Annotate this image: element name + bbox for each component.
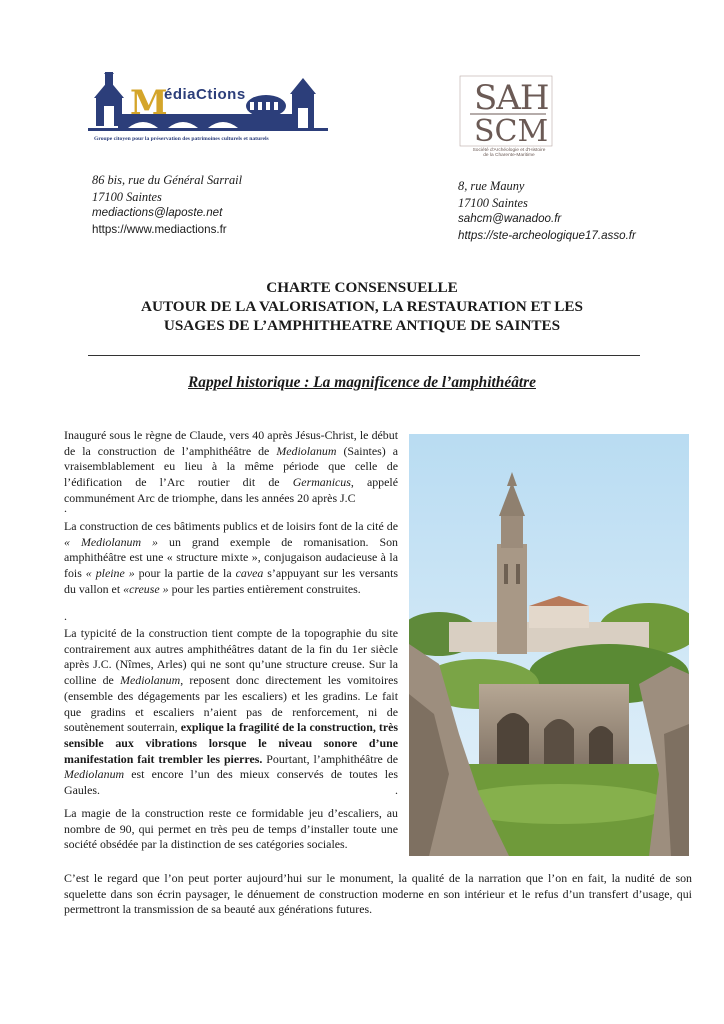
sahcm-caption-line1: Société d'Archéologie et d'Histoire xyxy=(472,148,546,153)
mediactions-logo xyxy=(88,72,328,160)
left-website[interactable]: https://www.mediactions.fr xyxy=(92,222,227,236)
svg-text:M: M xyxy=(130,83,168,123)
paragraph-2 xyxy=(64,519,398,598)
left-city: 17100 Saintes xyxy=(92,189,162,204)
p3-italic-b: Mediolanum xyxy=(120,673,181,688)
mediactions-address xyxy=(92,172,242,238)
p2-italic-f: cavea xyxy=(235,566,264,581)
p1-text-a: Inauguré sous le règne de Claude, vers 40 après Jésus-Christ, le début de la construction de l’amphithéâtre de xyxy=(64,428,398,458)
p3-text-e: Pourtant, l’amphithéâtre de xyxy=(262,751,398,766)
p2-text-c: un grand exemple de romanisation. Son amphithéâtre est une « structure mixte », conjugaison audacieuse à la fois xyxy=(64,534,398,581)
mediactions-wordmark: édiaCtions xyxy=(164,86,246,103)
section-heading: Rappel historique : La magnificence de l’amphithéâtre xyxy=(188,374,536,391)
right-city: 17100 Saintes xyxy=(458,195,528,210)
title-line2: AUTOUR DE LA VALORISATION, LA RESTAURATION ET LES xyxy=(141,298,583,315)
document-title xyxy=(80,278,644,335)
separator-dot-2: . xyxy=(64,609,67,623)
p3-text-g: est encore l’un des mieux conservés de toutes les Gaules. xyxy=(64,767,398,798)
p2-text-a: La construction de ces bâtiments publics et de loisirs font de la cité de xyxy=(64,519,398,533)
title-line3: USAGES DE L’AMPHITHEATRE ANTIQUE DE SAINTES xyxy=(163,317,561,334)
paragraph-1 xyxy=(64,428,398,507)
right-email[interactable]: sahcm@wanadoo.fr xyxy=(458,212,562,225)
mediactions-emblem xyxy=(88,72,328,136)
sahcm-address xyxy=(458,178,636,244)
p3-bold-d: explique la fragilité de la construction, très sensible aux vibrations lorsque le niveau sonore d’une manifestation fait trembler les pierres. xyxy=(64,720,399,766)
title-line1: CHARTE CONSENSUELLE xyxy=(266,279,458,296)
separator-dot-1: . xyxy=(64,501,67,515)
left-street: 86 bis, rue du Général Sarrail xyxy=(92,173,243,187)
p3-text-c: , reposent donc directement les vomitoires (ensemble des dégagements par les escaliers) et les gradins. Le fait que gradins et escaliers n’aient pas de renforcement, ni de soutènement souterrain, xyxy=(64,673,399,735)
sahcm-bottom-letters: SCM xyxy=(474,114,549,149)
left-email[interactable]: mediactions@laposte.net xyxy=(92,206,223,219)
amphitheatre-illustration xyxy=(409,434,689,856)
amphitheatre-photo xyxy=(409,434,689,856)
p1-text-c: (Saintes) a vraisemblablement eu lieu à la même période que celle de l’édification de l’Arc routier dit de xyxy=(64,443,398,490)
paragraph-5: C’est le regard que l’on peut porter aujourd’hui sur le monument, la qualité de la narration que l’on en fait, la nudité de son squelette dans son écrin paysager, le dénuement de construction moderne en son intérieur et le refus d’un transfert d’usage, qui permettront la transmission de sa beauté aux générations futures. xyxy=(64,871,692,917)
sahcm-top-letters: SAH xyxy=(474,78,549,118)
title-divider xyxy=(88,355,640,356)
p2-text-i: pour les parties entièrement construites. xyxy=(168,581,361,596)
p3-trailing-dot: . xyxy=(395,783,398,798)
sahcm-caption-line2: de la Charente-Maritime xyxy=(483,153,535,159)
p3-text-a: La typicité de la construction tient compte de la topographie du site contrairement aux autres amphithéâtres datant de la fin du 1er siècle après J.C. (Nîmes, Arles) qui ne sont qu’une structure creuse. Sur la colline de xyxy=(64,626,398,688)
paragraph-4: La magie de la construction reste ce formidable jeu d’escaliers, au nombre de 90, qui permet en très peu de temps d’installer toute une société obsédée par la distinction de ses catégories sociales. xyxy=(64,806,398,852)
p2-italic-d: « pleine » xyxy=(85,566,135,581)
p2-text-e: pour la partie de la xyxy=(134,566,236,581)
p2-italic-h: «creuse » xyxy=(123,581,169,596)
sahcm-logo xyxy=(458,74,554,166)
right-website[interactable]: https://ste-archeologique17.asso.fr xyxy=(458,228,636,242)
p1-italic-b: Mediolanum xyxy=(276,443,337,458)
p1-text-e: , appelé communément Arc de triomphe, dans les années 20 après J.C xyxy=(64,475,398,505)
right-street: 8, rue Mauny xyxy=(458,179,525,193)
p2-italic-b: « Mediolanum » xyxy=(64,534,158,549)
p2-text-g: s’appuyant sur les versants du vallon et xyxy=(64,566,398,596)
p3-italic-f: Mediolanum xyxy=(64,767,125,782)
sahcm-caption xyxy=(464,148,554,159)
mediactions-tagline: Groupe citoyen pour la préservation des patrimoines culturels et naturels xyxy=(94,136,269,142)
paragraph-3 xyxy=(64,626,398,799)
p1-italic-d: Germanicus xyxy=(292,475,351,490)
